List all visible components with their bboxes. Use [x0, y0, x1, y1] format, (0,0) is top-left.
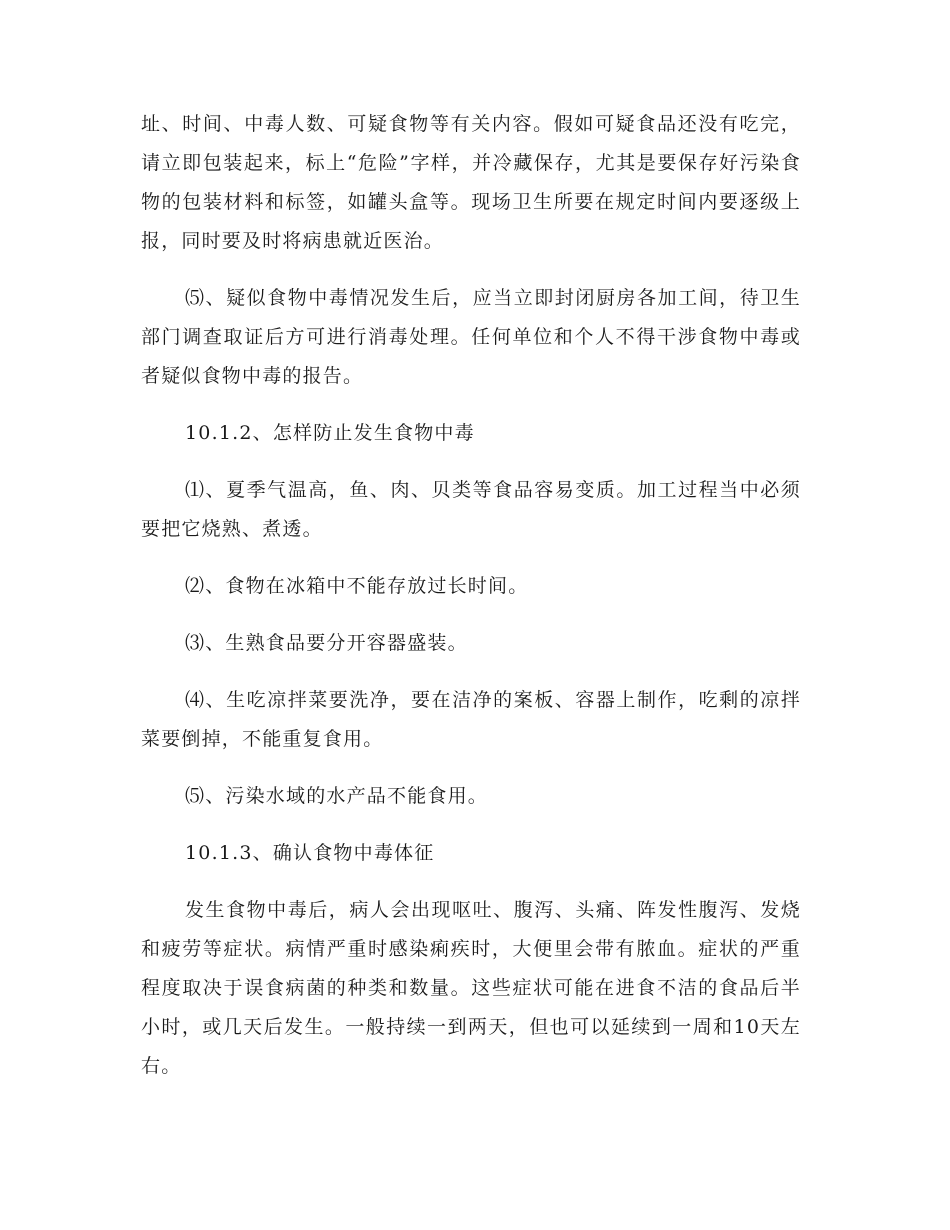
paragraph-item-5-suspected-poisoning: ⑸、疑似食物中毒情况发生后，应当立即封闭厨房各加工间，待卫生部门调查取证后方可进行消毒处理。任何单位和个人不得干涉食物中毒或者疑似食物中毒的报告。 [141, 287, 801, 387]
section-heading-10-1-2: 10.1.2、怎样防止发生食物中毒 [185, 422, 475, 444]
paragraph-prevention-item-2: ⑵、食物在冰箱中不能存放过长时间。 [185, 575, 529, 597]
paragraph-prevention-item-5: ⑸、污染水域的水产品不能食用。 [185, 785, 489, 807]
paragraph-prevention-item-3: ⑶、生熟食品要分开容器盛装。 [185, 632, 468, 654]
paragraph-continuation: 址、时间、中毒人数、可疑食物等有关内容。假如可疑食品还没有吃完，请立即包装起来，标上“危险”字样，并冷藏保存，尤其是要保存好污染食物的包装材料和标签，如罐头盒等。现场卫生所要在规定时间内要逐级上报，同时要及时将病患就近医治。 [141, 113, 801, 252]
document-body [141, 105, 801, 1104]
paragraph-symptoms: 发生食物中毒后，病人会出现呕吐、腹泻、头痛、阵发性腹泻、发烧和疲劳等症状。病情严重时感染痢疾时，大便里会带有脓血。症状的严重程度取决于误食病菌的种类和数量。这些症状可能在进食不洁的食品后半小时，或几天后发生。一般持续一到两天，但也可以延续到一周和10天左右。 [141, 899, 801, 1077]
section-heading-10-1-3: 10.1.3、确认食物中毒体征 [185, 842, 435, 864]
paragraph-prevention-item-4: ⑷、生吃凉拌菜要洗净，要在洁净的案板、容器上制作，吃剩的凉拌菜要倒掉，不能重复食用。 [141, 689, 801, 750]
paragraph-prevention-item-1: ⑴、夏季气温高，鱼、肉、贝类等食品容易变质。加工过程当中必须要把它烧熟、煮透。 [141, 479, 801, 540]
